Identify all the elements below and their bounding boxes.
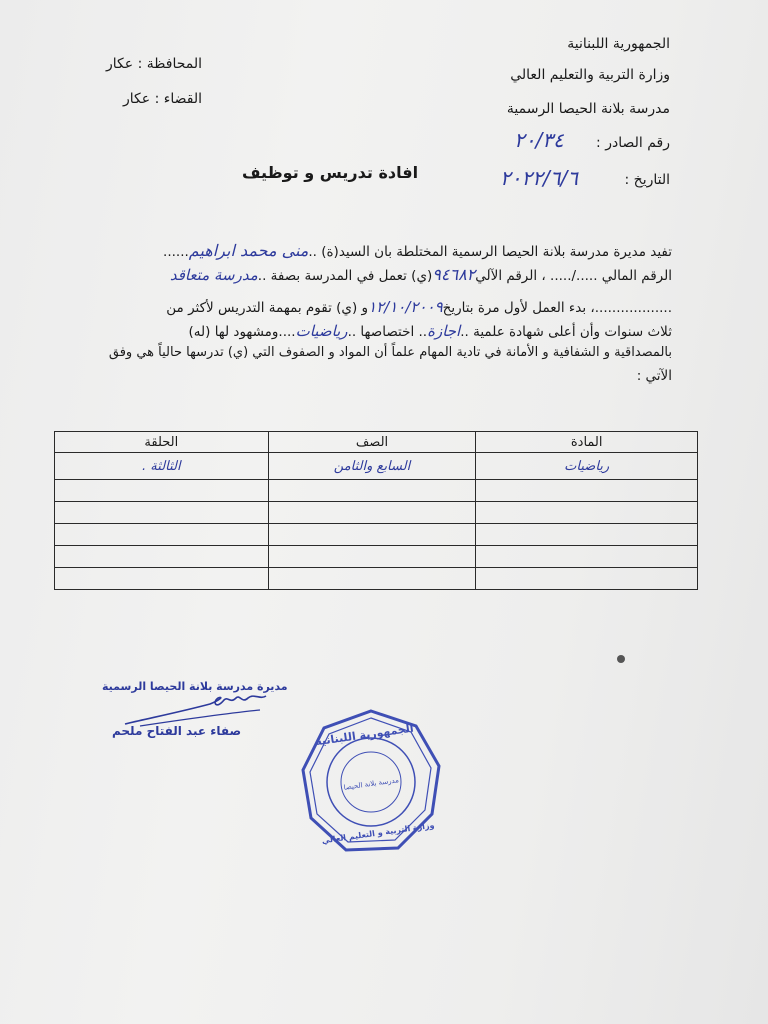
table-row [55, 546, 698, 568]
body-line-4-mid: .. اختصاصها .. [347, 324, 428, 340]
body-line-1-suffix: ...... [163, 244, 189, 260]
seal-center-text: مدرسة بلانة الحيصا [343, 776, 400, 792]
handwritten-degree: اجازة [427, 322, 461, 340]
financial-number-text: الرقم المالي ...../..... ، الرقم الآلي [475, 268, 672, 284]
handwritten-name: منى محمد ابراهيم [188, 241, 309, 260]
cell-grade [268, 568, 476, 590]
republic-line: الجمهورية اللبنانية [567, 36, 670, 52]
table-row [55, 524, 698, 546]
handwritten-specialty: رياضيات [295, 322, 348, 340]
handwritten-start-date: ١٢/١٠/٢٠٠٩ [368, 298, 443, 316]
ministry-line: وزارة التربية والتعليم العالي [510, 67, 670, 83]
body-line-2-mid: (ي) تعمل في المدرسة بصفة .. [257, 268, 433, 284]
seal-bottom-text: وزارة التربية و التعليم العالي [321, 820, 436, 846]
body-line-1 [163, 241, 672, 260]
cell-subject: رياضيات [476, 453, 698, 480]
body-line-6: الآتي : [636, 368, 672, 384]
date-value: ٢٠٢٢/٦/٦ [500, 166, 578, 190]
header-subject: المادة [476, 432, 698, 453]
body-line-3-end: و (ي) تقوم بمهمة التدريس لأكثر من [166, 300, 369, 316]
body-line-3 [166, 298, 672, 316]
table-row [55, 568, 698, 590]
cell-grade [268, 502, 476, 524]
cell-grade [268, 546, 476, 568]
ink-dot [617, 655, 625, 663]
cell-cycle [55, 480, 269, 502]
cell-subject [476, 524, 698, 546]
seal-top-text: الجمهورية اللبنانية [314, 721, 415, 749]
table-row [55, 480, 698, 502]
school-line: مدرسة بلانة الحيصا الرسمية [506, 101, 670, 117]
cell-subject [476, 480, 698, 502]
body-line-4-start: ثلاث سنوات وأن أعلى شهادة علمية .. [460, 324, 672, 340]
body-line-3-start: ..................، بدء العمل لأول مرة بتاريخ [442, 300, 672, 316]
handwritten-auto-number: ٩٤٦٨٢ [432, 265, 476, 284]
body-line-4 [189, 322, 672, 340]
cell-grade [268, 480, 476, 502]
body-line-2 [170, 265, 672, 284]
table-row [55, 453, 698, 480]
date-label: التاريخ : [624, 172, 670, 188]
signature-name: صفاء عبد الفتاح ملحم [112, 724, 242, 738]
cell-subject [476, 546, 698, 568]
cell-cycle [55, 546, 269, 568]
cell-cycle: الثالثة . [55, 453, 269, 480]
ref-value: ٢٠/٣٤ [514, 128, 564, 152]
cell-grade: السابع والثامن [268, 453, 476, 480]
header-cycle: الحلقة [55, 432, 269, 453]
table-row [55, 502, 698, 524]
cell-subject [476, 568, 698, 590]
cell-grade [268, 524, 476, 546]
body-line-5: بالمصداقية و الشفافية و الأمانة في تادية المهام علماً أن المواد و الصفوف التي (ي) تدرسها حالياً هي وفق [108, 345, 672, 360]
cell-cycle [55, 568, 269, 590]
cell-subject [476, 502, 698, 524]
ref-label: رقم الصادر : [596, 135, 670, 151]
official-seal-icon [300, 708, 442, 858]
document-title: افادة تدريس و توظيف [242, 163, 419, 182]
body-line-1-prefix: تفيد مديرة مدرسة بلانة الحيصا الرسمية المختلطة بان السيد(ة) .. [308, 244, 672, 260]
table-header-row [55, 432, 698, 453]
governorate-line: المحافظة : عكار [106, 56, 202, 72]
cell-cycle [55, 524, 269, 546]
body-line-4-end: ....ومشهود لها (له) [188, 324, 296, 340]
subjects-table [54, 431, 698, 590]
district-line: القضاء : عكار [123, 91, 202, 107]
handwritten-role: مدرسة متعاقد [169, 266, 258, 284]
signature-title: مديرة مدرسة بلانة الحيصا الرسمية [102, 680, 288, 693]
header-grade: الصف [268, 432, 476, 453]
cell-cycle [55, 502, 269, 524]
